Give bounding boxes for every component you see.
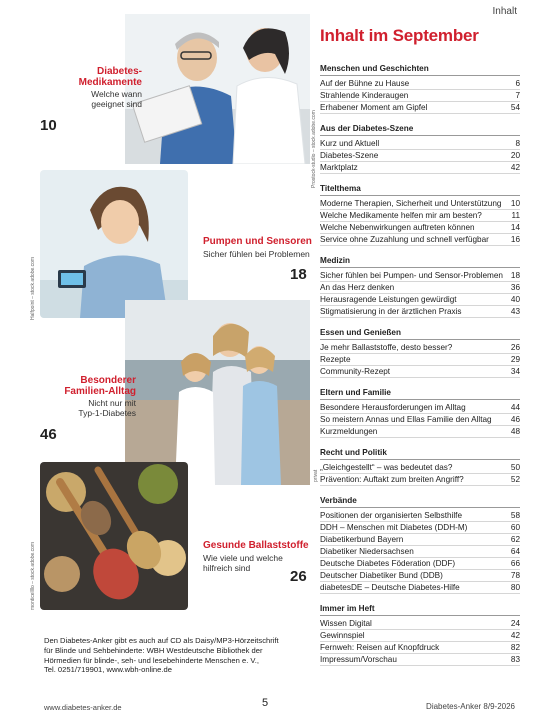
toc-item-title: Service ohne Zuzahlung und schnell verfügbar <box>320 235 489 244</box>
toc-item-title: Sicher fühlen bei Pumpen- und Sensor-Problemen <box>320 271 503 280</box>
toc-item[interactable] <box>320 294 520 306</box>
toc-item[interactable] <box>320 78 520 90</box>
feature-title <box>56 375 136 397</box>
toc-item[interactable] <box>320 354 520 366</box>
toc-heading: Titelthema <box>320 184 520 196</box>
toc-item-title: Diabetiker Niedersachsen <box>320 547 414 556</box>
note-line: Tel. 0251/719901, www.wbh-online.de <box>44 665 172 675</box>
toc-item[interactable] <box>320 510 520 522</box>
feature-subtitle <box>203 553 283 573</box>
toc-item-page: 46 <box>510 415 520 424</box>
footer-issue: Diabetes-Anker 8/9-2026 <box>426 702 515 711</box>
toc-item-page: 8 <box>515 139 520 148</box>
note-line: für Blinde und Sehbehinderte: WBH Westdeutsche Bibliothek der <box>44 645 263 655</box>
toc-item-title: Welche Nebenwirkungen auftreten können <box>320 223 475 232</box>
toc-item[interactable] <box>320 210 520 222</box>
toc-item-page: 62 <box>510 535 520 544</box>
toc-item[interactable] <box>320 426 520 438</box>
toc-heading: Essen und Genießen <box>320 328 520 340</box>
note-line: Den Diabetes-Anker gibt es auch auf CD als Daisy/MP3-Hörzeitschrift <box>44 636 279 645</box>
feature-subtitle <box>62 89 142 109</box>
toc-item[interactable] <box>320 270 520 282</box>
toc-item-title: Stigmatisierung in der ärztlichen Praxis <box>320 307 462 316</box>
family-beach-illustration <box>125 300 310 485</box>
toc-item-title: Diabetikerbund Bayern <box>320 535 404 544</box>
toc-item-page: 10 <box>510 199 520 208</box>
toc-item-title: So meistern Annas und Ellas Familie den Alltag <box>320 415 492 424</box>
toc-item-title: Welche Medikamente helfen mir am besten? <box>320 211 482 220</box>
toc-item-page: 66 <box>510 559 520 568</box>
feature-title-line: Besonderer <box>80 375 136 386</box>
toc-item[interactable] <box>320 414 520 426</box>
toc-item-page: 29 <box>510 355 520 364</box>
toc-item-page: 54 <box>510 103 520 112</box>
toc-item[interactable] <box>320 474 520 486</box>
toc-item[interactable] <box>320 522 520 534</box>
toc-item-title: Besondere Herausforderungen im Alltag <box>320 403 466 412</box>
toc-item-page: 14 <box>510 223 520 232</box>
toc-item[interactable] <box>320 222 520 234</box>
toc-item-title: DDH – Menschen mit Diabetes (DDH-M) <box>320 523 468 532</box>
feature-title: Gesunde Ballaststoffe <box>203 540 309 551</box>
toc-item[interactable] <box>320 306 520 318</box>
toc-item[interactable] <box>320 630 520 642</box>
photo-credit: privat <box>313 469 319 482</box>
toc-item-page: 60 <box>510 523 520 532</box>
toc-item-page: 6 <box>515 79 520 88</box>
note-line: Hörmedien für blinde-, seh- und lesebehinderte Menschen e. V., <box>44 655 260 665</box>
toc-item[interactable] <box>320 582 520 594</box>
toc-item-page: 82 <box>510 643 520 652</box>
feature-subtitle <box>56 398 136 418</box>
feature-subtitle-line: Nicht nur mit <box>88 398 136 408</box>
toc-item[interactable] <box>320 618 520 630</box>
doctor-patient-illustration <box>125 14 310 164</box>
feature-title: Pumpen und Sensoren <box>203 236 312 247</box>
toc-item-page: 20 <box>510 151 520 160</box>
toc-item-page: 80 <box>510 583 520 592</box>
toc-section-szene <box>320 124 520 174</box>
toc-section-immer <box>320 604 520 666</box>
toc-heading: Verbände <box>320 496 520 508</box>
toc-item-title: Impressum/Vorschau <box>320 655 397 664</box>
toc-item-page: 64 <box>510 547 520 556</box>
feature-subtitle-line: Welche wann <box>91 89 142 99</box>
toc-section-verbaende <box>320 496 520 594</box>
toc-item[interactable] <box>320 138 520 150</box>
toc-section-medizin <box>320 256 520 318</box>
toc-item-page: 36 <box>510 283 520 292</box>
feature-title-line: Medikamente <box>78 77 142 88</box>
toc-heading: Eltern und Familie <box>320 388 520 400</box>
photo-family-beach[interactable] <box>125 300 310 485</box>
toc-item[interactable] <box>320 642 520 654</box>
feature-subtitle-line: Typ-1-Diabetes <box>78 408 136 418</box>
toc-item-title: Deutscher Diabetiker Bund (DDB) <box>320 571 443 580</box>
toc-section-menschen <box>320 64 520 114</box>
toc-item-page: 42 <box>510 163 520 172</box>
toc-item[interactable] <box>320 90 520 102</box>
toc-heading: Immer im Heft <box>320 604 520 616</box>
toc-title: Inhalt im September <box>320 26 479 45</box>
toc-item-page: 50 <box>510 463 520 472</box>
feature-page-number: 26 <box>290 568 307 585</box>
toc-heading: Medizin <box>320 256 520 268</box>
toc-item-page: 78 <box>510 571 520 580</box>
toc-item-title: Rezepte <box>320 355 351 364</box>
toc-item-page: 16 <box>510 235 520 244</box>
feature-subtitle-line: geeignet sind <box>91 99 142 109</box>
toc-item-title: Fernweh: Reisen auf Knopfdruck <box>320 643 440 652</box>
feature-page-number: 10 <box>40 117 57 134</box>
toc-item[interactable] <box>320 546 520 558</box>
photo-credit: monticellllo – stock.adobe.com <box>30 541 36 610</box>
toc-item-title: Je mehr Ballaststoffe, desto besser? <box>320 343 453 352</box>
feature-page-number: 46 <box>40 426 57 443</box>
toc-item[interactable] <box>320 150 520 162</box>
toc-item-title: Herausragende Leistungen gewürdigt <box>320 295 457 304</box>
toc-item-page: 43 <box>510 307 520 316</box>
toc-item[interactable] <box>320 534 520 546</box>
toc-item-title: Wissen Digital <box>320 619 372 628</box>
toc-item-title: Kurz und Aktuell <box>320 139 380 148</box>
feature-subtitle: Sicher fühlen bei Problemen <box>203 249 310 259</box>
toc-item-page: 83 <box>510 655 520 664</box>
toc-item-title: Community-Rezept <box>320 367 391 376</box>
toc-item[interactable] <box>320 402 520 414</box>
feature-subtitle-line: hilfreich sind <box>203 563 251 573</box>
toc-item-page: 18 <box>510 271 520 280</box>
toc-item-title: Prävention: Auftakt zum breiten Angriff? <box>320 475 464 484</box>
toc-item[interactable] <box>320 198 520 210</box>
toc-section-recht <box>320 448 520 486</box>
toc-item-title: Moderne Therapien, Sicherheit und Unterstützung <box>320 199 502 208</box>
toc-item-page: 44 <box>510 403 520 412</box>
toc-item[interactable] <box>320 366 520 378</box>
toc-item-page: 40 <box>510 295 520 304</box>
toc-item-page: 24 <box>510 619 520 628</box>
footer-website[interactable]: www.diabetes-anker.de <box>44 703 122 712</box>
toc-item[interactable] <box>320 234 520 246</box>
table-of-contents <box>320 64 520 676</box>
toc-item-page: 48 <box>510 427 520 436</box>
toc-item-title: Erhabener Moment am Gipfel <box>320 103 428 112</box>
toc-item-title: Positionen der organisierten Selbsthilfe <box>320 511 463 520</box>
toc-heading: Recht und Politik <box>320 448 520 460</box>
toc-item-title: Auf der Bühne zu Hause <box>320 79 410 88</box>
audio-edition-note <box>44 636 314 675</box>
toc-item-page: 26 <box>510 343 520 352</box>
feature-page-number: 18 <box>290 266 307 283</box>
toc-item[interactable] <box>320 102 520 114</box>
footer-page-number: 5 <box>262 697 269 709</box>
toc-item-title: Deutsche Diabetes Föderation (DDF) <box>320 559 456 568</box>
toc-item-page: 34 <box>510 367 520 376</box>
feature-title-line: Familien-Alltag <box>64 386 136 397</box>
toc-item-page: 58 <box>510 511 520 520</box>
toc-item[interactable] <box>320 162 520 174</box>
legumes-illustration <box>40 462 188 610</box>
toc-section-titelthema <box>320 184 520 246</box>
photo-credit: Prostock-studio – stock.adobe.com <box>311 110 317 188</box>
toc-item[interactable] <box>320 462 520 474</box>
photo-woman-sensor[interactable] <box>40 170 188 318</box>
toc-section-eltern <box>320 388 520 438</box>
toc-item-title: Strahlende Kinderaugen <box>320 91 409 100</box>
toc-item-title: Marktplatz <box>320 163 358 172</box>
toc-item-title: An das Herz denken <box>320 283 395 292</box>
photo-doctor-patient[interactable] <box>125 14 310 164</box>
toc-item[interactable] <box>320 342 520 354</box>
toc-item-page: 42 <box>510 631 520 640</box>
toc-item-title: Kurzmeldungen <box>320 427 378 436</box>
toc-heading: Menschen und Geschichten <box>320 64 520 76</box>
toc-item-page: 7 <box>515 91 520 100</box>
photo-legumes[interactable] <box>40 462 188 610</box>
toc-item-title: „Gleichgestellt“ – was bedeutet das? <box>320 463 453 472</box>
toc-item[interactable] <box>320 282 520 294</box>
toc-heading: Aus der Diabetes-Szene <box>320 124 520 136</box>
toc-item[interactable] <box>320 654 520 666</box>
toc-item-title: Gewinnspiel <box>320 631 365 640</box>
feature-title <box>60 66 142 88</box>
toc-item-title: diabetesDE – Deutsche Diabetes-Hilfe <box>320 583 460 592</box>
toc-item[interactable] <box>320 570 520 582</box>
photo-credit: Halfpoint – stock.adobe.com <box>30 256 36 320</box>
toc-item[interactable] <box>320 558 520 570</box>
feature-subtitle-line: Wie viele und welche <box>203 553 283 563</box>
toc-section-essen <box>320 328 520 378</box>
header-section-label: Inhalt <box>492 6 517 17</box>
toc-item-page: 11 <box>511 211 520 220</box>
feature-title-line: Diabetes- <box>96 66 142 77</box>
toc-item-title: Diabetes-Szene <box>320 151 379 160</box>
woman-sensor-illustration <box>40 170 188 318</box>
toc-item-page: 52 <box>510 475 520 484</box>
